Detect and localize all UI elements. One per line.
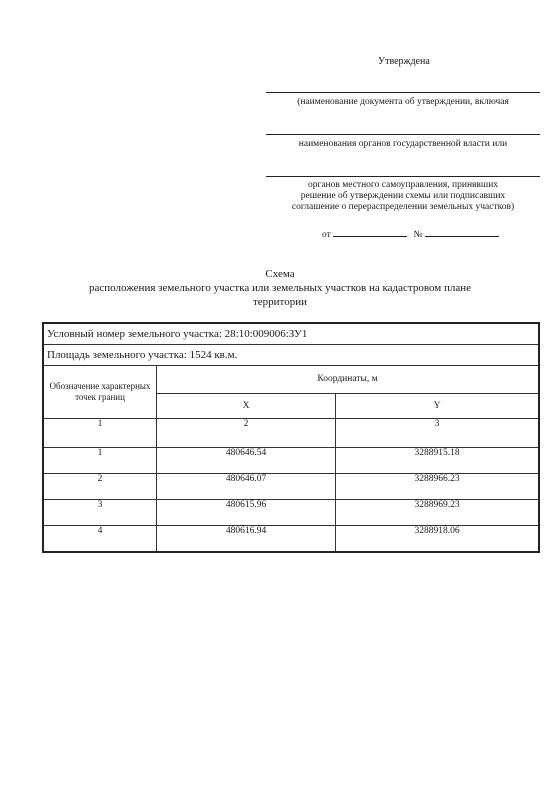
approval-title: Утверждена [378,56,430,67]
table-row [43,526,539,553]
number-label: № [413,230,423,240]
coord-x: 480646.07 [157,474,336,500]
column-number: 3 [336,419,540,448]
approval-line-2 [266,134,540,135]
approval-note-5: соглашение о перераспределении земельных участков) [291,202,515,212]
column-number: 2 [157,419,336,448]
scheme-subtitle: расположения земельного участка или земельных участков на кадастровом плане [89,282,471,294]
header-points: Обозначение характерных точек границ [43,366,157,419]
scheme-subtitle-end: территории [252,296,307,308]
point-id: 2 [43,474,157,500]
approval-date-number-row [322,227,499,240]
approval-note-3: органов местного самоуправления, принявших [307,180,499,190]
coord-y: 3288918.06 [336,526,540,553]
point-id: 4 [43,526,157,553]
coordinates-table [42,322,540,553]
coord-x: 480616.94 [157,526,336,553]
header-coordinates: Координаты, м [157,366,540,394]
date-label: от [322,230,331,240]
land-area: Площадь земельного участка: 1524 кв.м. [43,345,539,366]
column-number-row [43,419,539,448]
scheme-title: Схема [265,268,295,280]
coord-x: 480646.54 [157,448,336,474]
number-blank [425,227,499,237]
header-y: Y [336,393,540,418]
table-row [43,448,539,474]
approval-line-3 [266,176,540,177]
point-id: 1 [43,448,157,474]
approval-note-1: (наименование документа об утверждении, включая [297,97,509,107]
approval-note-4: решение об утверждении схемы или подписавших [300,191,506,201]
table-row [43,474,539,500]
approval-note-2: наименования органов государственной власти или [298,139,508,149]
coord-x: 480615.96 [157,500,336,526]
conditional-number: Условный номер земельного участка: 28:10:009006:ЗУ1 [43,323,539,345]
table-row [43,500,539,526]
date-blank [333,227,407,237]
coord-y: 3288915.18 [336,448,540,474]
coord-y: 3288966.23 [336,474,540,500]
approval-line-1 [266,92,540,93]
point-id: 3 [43,500,157,526]
column-number: 1 [43,419,157,448]
header-x: X [157,393,336,418]
coord-y: 3288969.23 [336,500,540,526]
